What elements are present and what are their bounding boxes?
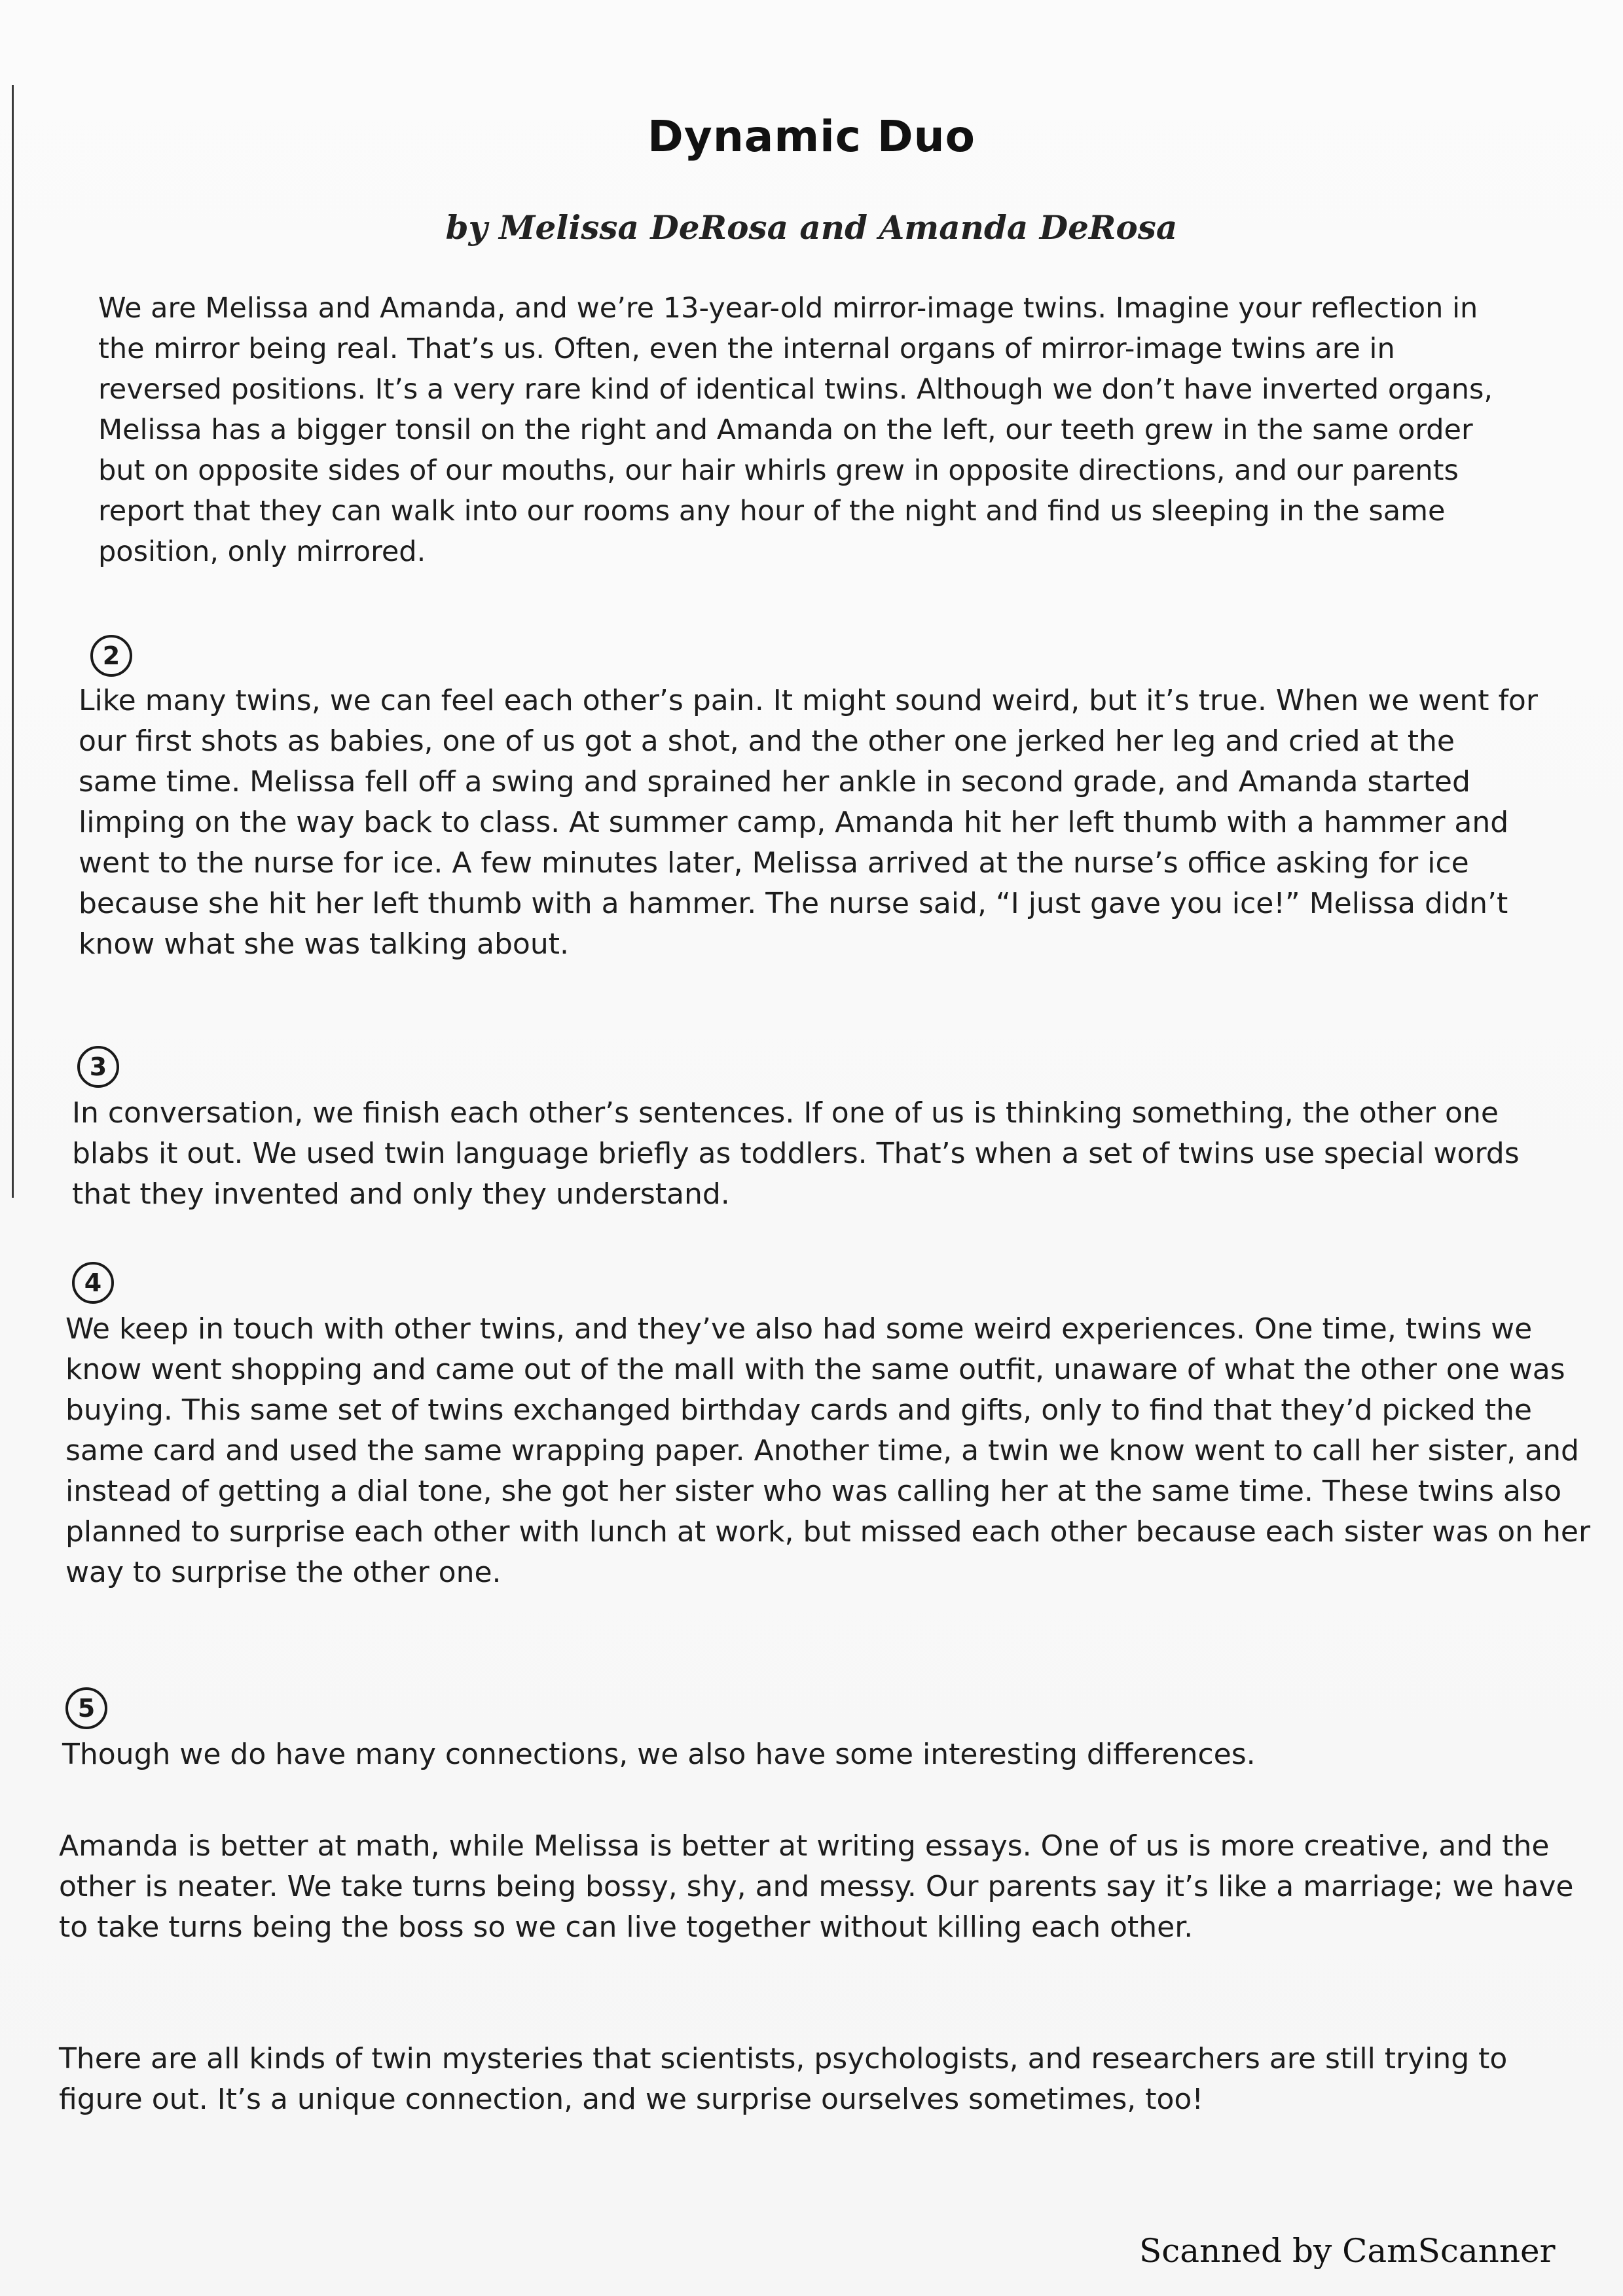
camscanner-watermark: Scanned by CamScanner (1139, 2232, 1556, 2270)
paragraph-number-3: 3 (77, 1046, 119, 1088)
paragraph-1: We are Melissa and Amanda, and we’re 13-year-old mirror-image twins. Imagine your reflection in the mirror being real. That’s us. Often, even the internal organs of mirror-image twins are in reversed positions. It’s a very rare kind of identical twins. Although we don’t have inverted organs, Melissa has a bigger tonsil on the right and Amanda on the left, our teeth grew in the same order but on opposite sides of our mouths, our hair whirls grew in opposite directions, and our parents report that they can walk into our rooms any hour of the night and find us sleeping in the same position, only mirrored. (98, 292, 1493, 568)
paragraph-number-4: 4 (72, 1262, 114, 1304)
paragraph-7: There are all kinds of twin mysteries that scientists, psychologists, and researchers are still trying to figure out. It’s a unique connection, and we surprise ourselves sometimes, too! (59, 2042, 1508, 2116)
paragraph-number-5: 5 (65, 1687, 107, 1729)
paragraph-6: Amanda is better at math, while Melissa is better at writing essays. One of us is more creative, and the other is neater. We take turns being bossy, shy, and messy. Our parents say it’s like a marriage; we have to take turns being the boss so we can live together without killing each other. (59, 1829, 1574, 1944)
page-edge-line (12, 85, 14, 1198)
document-title: Dynamic Duo (647, 111, 976, 162)
author-byline: by Melissa DeRosa and Amanda DeRosa (445, 208, 1178, 247)
paragraph-number-2: 2 (90, 635, 132, 677)
paragraph-5: Though we do have many connections, we also have some interesting differences. (62, 1738, 1256, 1771)
paragraph-2: Like many twins, we can feel each other’s pain. It might sound weird, but it’s true. When we went for our first shots as babies, one of us got a shot, and the other one jerked her leg and cried at the same time. Melissa fell off a swing and sprained her ankle in second grade, and Amanda started limping on the way back to class. At summer camp, Amanda hit her left thumb with a hammer and went to the nurse for ice. A few minutes later, Melissa arrived at the nurse’s office asking for ice because she hit her left thumb with a hammer. The nurse said, “I just gave you ice!” Melissa didn’t know what she was talking about. (79, 684, 1538, 961)
paragraph-3: In conversation, we finish each other’s sentences. If one of us is thinking something, the other one blabs it out. We used twin language briefly as toddlers. That’s when a set of twins use special words that they invented and only they understand. (72, 1096, 1520, 1211)
paragraph-4: We keep in touch with other twins, and they’ve also had some weird experiences. One time, twins we know went shopping and came out of the mall with the same outfit, unaware of what the other one was buying. This same set of twins exchanged birthday cards and gifts, only to find that they’d picked the same card and used the same wrapping paper. Another time, a twin we know went to call her sister, and instead of getting a dial tone, she got her sister who was calling her at the same time. These twins also planned to surprise each other with lunch at work, but missed each other because each sister was on her way to surprise the other one. (65, 1312, 1591, 1589)
